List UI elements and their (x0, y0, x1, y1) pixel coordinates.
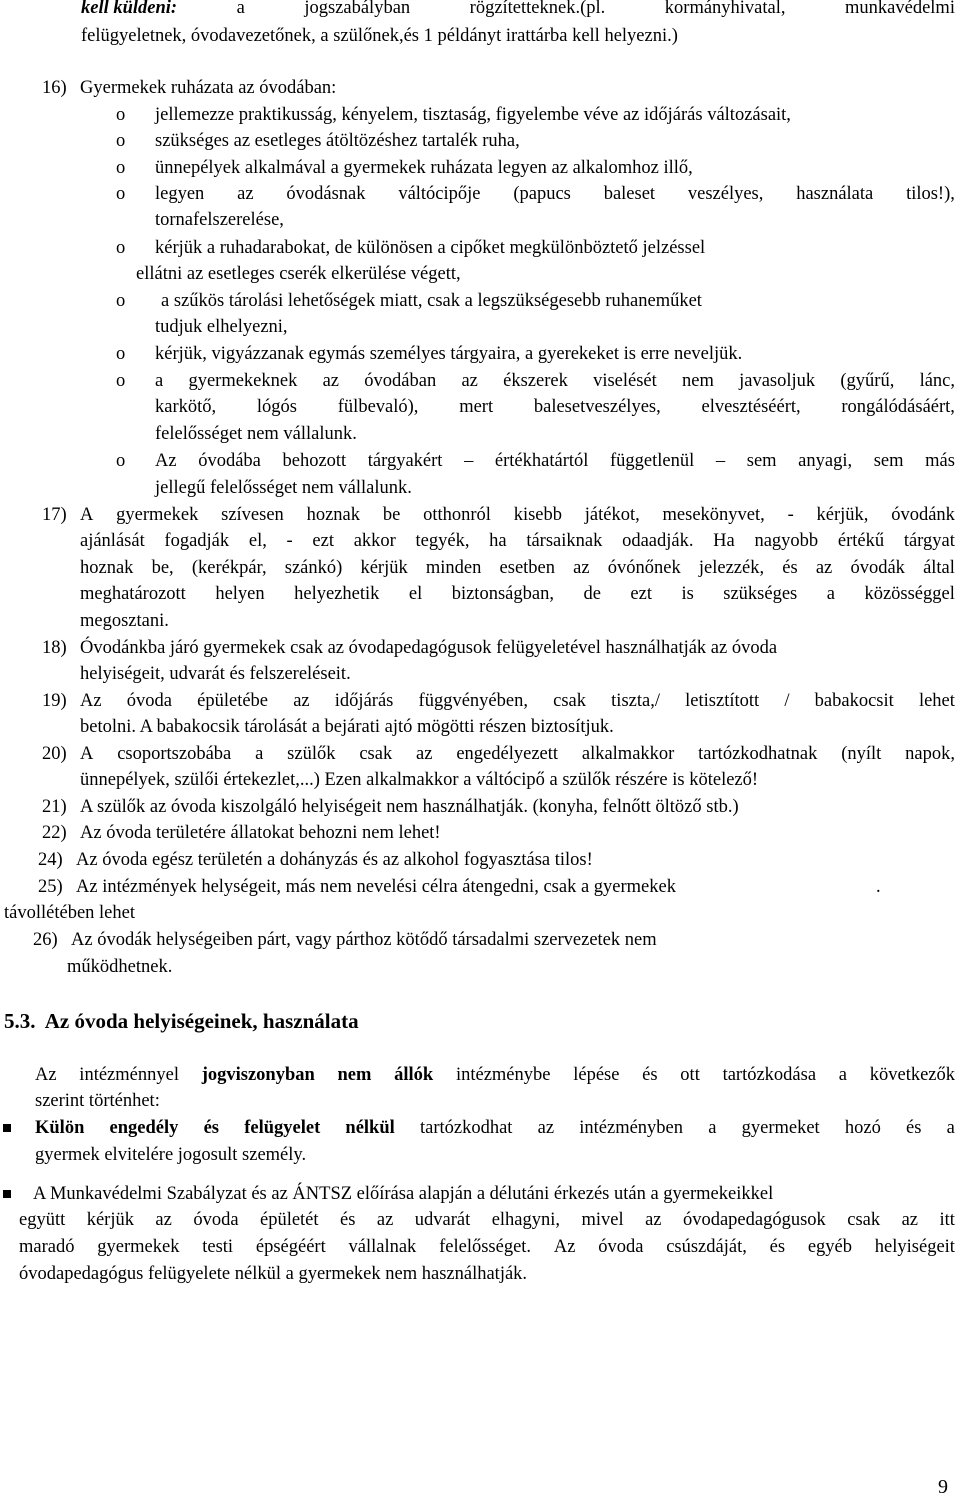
word: jogszabályban (304, 0, 411, 18)
word: csúszdáját, (666, 1237, 747, 1257)
word: Az (155, 451, 177, 471)
bullet-o: o (116, 371, 126, 391)
word: ezt (312, 531, 334, 551)
word: rögzítetteknek.(pl. (469, 0, 606, 18)
section-number: 5.3. (4, 1009, 36, 1033)
word: A (80, 505, 94, 525)
word: akkor (353, 531, 396, 551)
bullet-2-line-3 (19, 1234, 955, 1261)
word: kisebb (513, 505, 562, 525)
bullet-o: o (116, 451, 126, 471)
word: által (923, 558, 955, 578)
item-17-line-5: megosztani. (80, 611, 169, 631)
word: gyermeket (741, 1118, 820, 1138)
page-number: 9 (938, 1476, 948, 1498)
word: és (769, 1237, 786, 1257)
word: óvodásnak (286, 184, 366, 204)
word: az (537, 1118, 555, 1138)
word: és (203, 1118, 220, 1138)
word: tiszta,/ (611, 691, 660, 711)
para-1-line-1 (35, 1062, 955, 1089)
word: kormányhivatal, (664, 0, 786, 18)
item-17-line-3 (80, 555, 955, 582)
word: csak (359, 744, 393, 764)
word: viselését (593, 371, 657, 391)
word: be, (151, 558, 174, 578)
word: engedélyezett (456, 744, 559, 764)
word: óvodapedagógusok (682, 1210, 826, 1230)
item-26-line-2: működhetnek. (67, 957, 173, 977)
item-16-bullet-4-line-2: tornafelszerelése, (155, 210, 284, 230)
word: társaiknak (526, 531, 603, 551)
bullet-o: o (116, 105, 126, 125)
item-16-bullet-2: szükséges az esetleges átöltözéshez tartalék ruha, (155, 131, 520, 151)
word: és (340, 1210, 356, 1230)
word: értékű (837, 531, 885, 551)
word: itt (939, 1210, 955, 1230)
word: fogadják (164, 531, 230, 551)
item-16-bullet-6-line-2: tudjuk elhelyezni, (155, 317, 288, 337)
item-18-number: 18) (42, 638, 67, 658)
item-20-number: 20) (42, 744, 67, 764)
word: használata (796, 184, 874, 204)
word: az (376, 1210, 394, 1230)
word: a (236, 0, 245, 18)
word: javasoljuk (739, 371, 816, 391)
item-20-line-2: ünnepélyek, szülői értekezlet,...) Ezen alkalmakkor a váltócipő a szülők részére is kötelező! (80, 770, 759, 790)
item-16-bullet-6-line-1: a szűkös tárolási lehetőségek miatt, csak a legszükségesebb ruhaneműket (161, 291, 702, 311)
bullet-o: o (116, 158, 126, 178)
word: letisztított (685, 691, 760, 711)
item-21-number: 21) (42, 797, 67, 817)
word: sem (746, 451, 777, 471)
word: óvónőnek (607, 558, 681, 578)
word: elvesztéséért, (701, 397, 801, 417)
word: a (255, 744, 264, 764)
word: ékszerek (503, 371, 568, 391)
word: az (293, 691, 310, 711)
word: az (155, 1210, 172, 1230)
word: tárgyakért (367, 451, 443, 471)
item-16-bullet-1: jellemezze praktikusság, kényelem, tisztaság, figyelembe véve az időjárás változásait, (155, 105, 791, 125)
item-26-number: 26) (33, 930, 58, 950)
section-title: Az óvoda helyiségeinek, használata (44, 1009, 359, 1033)
word: anyagi, (798, 451, 853, 471)
word: – (464, 451, 474, 471)
word: otthonról (423, 505, 491, 525)
word: kérjük, (816, 505, 869, 525)
word: legyen (155, 184, 205, 204)
item-25-text: Az intézmények helységeit, más nem nevelési célra átengedni, csak a gyermekek (76, 877, 676, 897)
item-17-number: 17) (42, 505, 67, 525)
word: - (286, 531, 293, 551)
word: épségéért (255, 1237, 326, 1257)
item-19-line-1 (80, 688, 955, 715)
word: csak (847, 1210, 881, 1230)
word: elhagyni, (491, 1210, 561, 1230)
item-20-line-1 (80, 741, 955, 768)
item-24-number: 24) (38, 850, 63, 870)
bullet-o: o (116, 131, 126, 151)
word: értékhatártól (494, 451, 589, 471)
item-16-bullet-3: ünnepélyek alkalmával a gyermekek ruházata legyen az alkalomhoz illő, (155, 158, 693, 178)
word: gyermekek (97, 1237, 180, 1257)
item-18-line-1: Óvodánkba járó gyermekek csak az óvodapedagógusok felügyeletével használhatják az óvoda (80, 638, 778, 658)
word: maradó (19, 1237, 75, 1257)
intro-line-2: felügyeletnek, óvodavezetőnek, a szülőnek,és 1 példányt irattárba kell helyezni.) (81, 26, 678, 46)
word: (kerékpár, (191, 558, 267, 578)
word: (papucs (513, 184, 571, 204)
intro-line-1 (81, 0, 955, 22)
bullet-o: o (116, 344, 126, 364)
word: felelősséget. (439, 1237, 532, 1257)
word: az (645, 1210, 662, 1230)
word: helyezhetik (294, 584, 380, 604)
word: gyermekek (116, 505, 199, 525)
para-1-text-a: Az intézménnyel (35, 1065, 179, 1085)
word: függetlenül (610, 451, 695, 471)
bullet-2-line-2 (19, 1207, 955, 1234)
word: (nyílt (841, 744, 882, 764)
item-17-line-1 (80, 502, 955, 529)
word: / (784, 691, 790, 711)
word: is (681, 584, 694, 604)
word: be (382, 505, 401, 525)
para-1-line-2: szerint történhet: (35, 1091, 160, 1111)
item-16-title: Gyermekek ruházata az óvodában: (80, 78, 337, 98)
word: intézményben (579, 1118, 684, 1138)
bullet-o: o (116, 238, 126, 258)
word: épületét (259, 1210, 319, 1230)
word: A (80, 744, 94, 764)
item-16-bullet-5-line-1: kérjük a ruhadarabokat, de különösen a cipőket megkülönböztető jelzéssel (155, 238, 706, 258)
bullet-1-line-2: gyermek elvitelére jogosult személy. (35, 1145, 307, 1165)
word: babakocsit (814, 691, 894, 711)
word: fülbevaló), (337, 397, 419, 417)
word: ajánlását (80, 531, 145, 551)
word: (gyűrű, (840, 371, 895, 391)
item-25-line-2: távollétében lehet (4, 903, 135, 923)
word: szülők (287, 744, 336, 764)
word: Az (80, 691, 102, 711)
item-22-text: Az óvoda területére állatokat behozni nem lehet! (80, 823, 441, 843)
word: el, (248, 531, 267, 551)
item-18-line-2: helyiségeit, udvarát és felszereléseit. (80, 664, 351, 684)
word: kérjük (86, 1210, 134, 1230)
word: veszélyes, (687, 184, 764, 204)
word: a (708, 1118, 717, 1138)
item-26-line-1: Az óvodák helységeiben párt, vagy párthoz kötődő társadalmi szervezetek nem (71, 930, 657, 950)
word: mivel (581, 1210, 624, 1230)
word: odaadják. (622, 531, 694, 551)
word: kérjük (360, 558, 408, 578)
word: helyiségeit (874, 1237, 955, 1257)
word: balesetveszélyes, (533, 397, 661, 417)
word: óvodánk (891, 505, 955, 525)
word: váltócipője (398, 184, 481, 204)
word: sem (873, 451, 904, 471)
word: de (583, 584, 601, 604)
word: Külön (35, 1118, 85, 1138)
item-16-bullet-4-line-1 (155, 181, 955, 208)
word: a (155, 371, 164, 391)
item-24-text: Az óvoda egész területén a dohányzás és az alkohol fogyasztása tilos! (76, 850, 593, 870)
item-16-bullet-8-line-3: felelősséget nem vállalunk. (155, 424, 357, 444)
word: szánkó) (284, 558, 343, 578)
bullet-o: o (116, 291, 126, 311)
item-25-dot: . (876, 877, 881, 897)
word: tilos!), (906, 184, 955, 204)
word: óvodába (198, 451, 261, 471)
word: csoportszobába (117, 744, 232, 764)
item-17-line-4 (80, 581, 955, 608)
word: napok, (905, 744, 955, 764)
item-16-bullet-5-line-2: ellátni az esetleges cserék elkerülése végett, (136, 264, 461, 284)
word: Az (553, 1237, 576, 1257)
para-1-text-c: intézménybe lépése és ott tartózkodása a következők (455, 1065, 956, 1085)
word: játékot, (584, 505, 640, 525)
word: csak (553, 691, 586, 711)
square-bullet-icon (3, 1124, 11, 1132)
word: felügyelet (244, 1118, 321, 1138)
word: az (815, 558, 833, 578)
word: óvoda (193, 1210, 239, 1230)
word: szívesen (221, 505, 284, 525)
item-19-number: 19) (42, 691, 67, 711)
bullet-1-line-1 (35, 1115, 955, 1142)
word: meghatározott (80, 584, 186, 604)
item-16-bullet-8-line-1 (155, 368, 955, 395)
word: engedély (109, 1118, 179, 1138)
word: nem (682, 371, 714, 391)
word: tárgyat (903, 531, 955, 551)
word: alkalmakkor (581, 744, 675, 764)
word: gyermekeknek (188, 371, 298, 391)
word: és (906, 1118, 922, 1138)
word: az (461, 371, 478, 391)
word: rongálódásáért, (841, 397, 955, 417)
word: óvoda (126, 691, 172, 711)
word: együtt (19, 1210, 66, 1230)
word: biztonságban, (451, 584, 554, 604)
word: lógós (256, 397, 297, 417)
word: a (946, 1118, 955, 1138)
word: udvarát (414, 1210, 471, 1230)
word: mesekönyvet, (662, 505, 765, 525)
word: – (715, 451, 726, 471)
word: tartózkodhatnak (698, 744, 818, 764)
word: munkavédelmi (845, 0, 955, 18)
word: tegyék, (415, 531, 470, 551)
word: az (573, 558, 590, 578)
word: nélkül (345, 1118, 395, 1138)
word: óvodában (364, 371, 437, 391)
word: hoznak (306, 505, 361, 525)
para-1-emphasis: jogviszonyban nem állók (201, 1065, 434, 1085)
word: óvoda (598, 1237, 644, 1257)
word: - (787, 505, 794, 525)
item-16-number: 16) (42, 78, 67, 98)
word: a (826, 584, 835, 604)
word: lehet (918, 691, 955, 711)
word: más (925, 451, 955, 471)
word: egyéb (807, 1237, 853, 1257)
word: jelezzék, (698, 558, 765, 578)
word: ezt (630, 584, 652, 604)
word: az (237, 184, 254, 204)
word: vállalnak (348, 1237, 417, 1257)
word: minden (425, 558, 482, 578)
word: lánc, (919, 371, 955, 391)
word: helyen (215, 584, 265, 604)
word: épületébe (197, 691, 269, 711)
bullet-o: o (116, 184, 126, 204)
word: függvényében, (418, 691, 528, 711)
item-16-bullet-9-line-2: jellegű felelősséget nem vállalunk. (155, 478, 412, 498)
word: baleset (603, 184, 656, 204)
item-16-bullet-8-line-2 (155, 394, 955, 421)
square-bullet-icon (3, 1190, 11, 1198)
intro-emphasis: kell küldeni: (81, 0, 178, 18)
bullet-2-line-1: A Munkavédelmi Szabályzat és az ÁNTSZ előírása alapján a délutáni érkezés után a gyermekeikkel (33, 1184, 774, 1204)
word: el (408, 584, 423, 604)
word: Ha (713, 531, 735, 551)
word: mert (459, 397, 494, 417)
word: tartózkodhat (419, 1118, 513, 1138)
word: hoznak (80, 558, 134, 578)
item-25-number: 25) (38, 877, 63, 897)
bullet-2-line-4: óvodapedagógus felügyelete nélkül a gyermekek nem használhatják. (19, 1264, 528, 1284)
item-16-bullet-7: kérjük, vigyázzanak egymás személyes tárgyaira, a gyerekeket is erre neveljük. (155, 344, 743, 364)
word: nagyobb (754, 531, 819, 551)
item-16-bullet-9-line-1 (155, 448, 955, 475)
item-19-line-2: betolni. A babakocsik tárolását a bejárati ajtó mögötti részen biztosítjuk. (80, 717, 614, 737)
word: behozott (282, 451, 347, 471)
word: közösséggel (864, 584, 955, 604)
word: az (322, 371, 340, 391)
word: és (782, 558, 798, 578)
word: az (416, 744, 433, 764)
word: testi (202, 1237, 234, 1257)
word: ha (489, 531, 507, 551)
word: az (901, 1210, 919, 1230)
item-21-text: A szülők az óvoda kiszolgáló helyiségeit nem használhatják. (konyha, felnőtt öltöző stb.) (80, 797, 739, 817)
item-22-number: 22) (42, 823, 67, 843)
section-heading (4, 1008, 359, 1035)
word: karkötő, (155, 397, 217, 417)
word: óvodák (850, 558, 905, 578)
word: időjárás (334, 691, 394, 711)
word: esetben (499, 558, 556, 578)
item-17-line-2 (80, 528, 955, 555)
word: szükséges (723, 584, 798, 604)
word: hozó (844, 1118, 881, 1138)
